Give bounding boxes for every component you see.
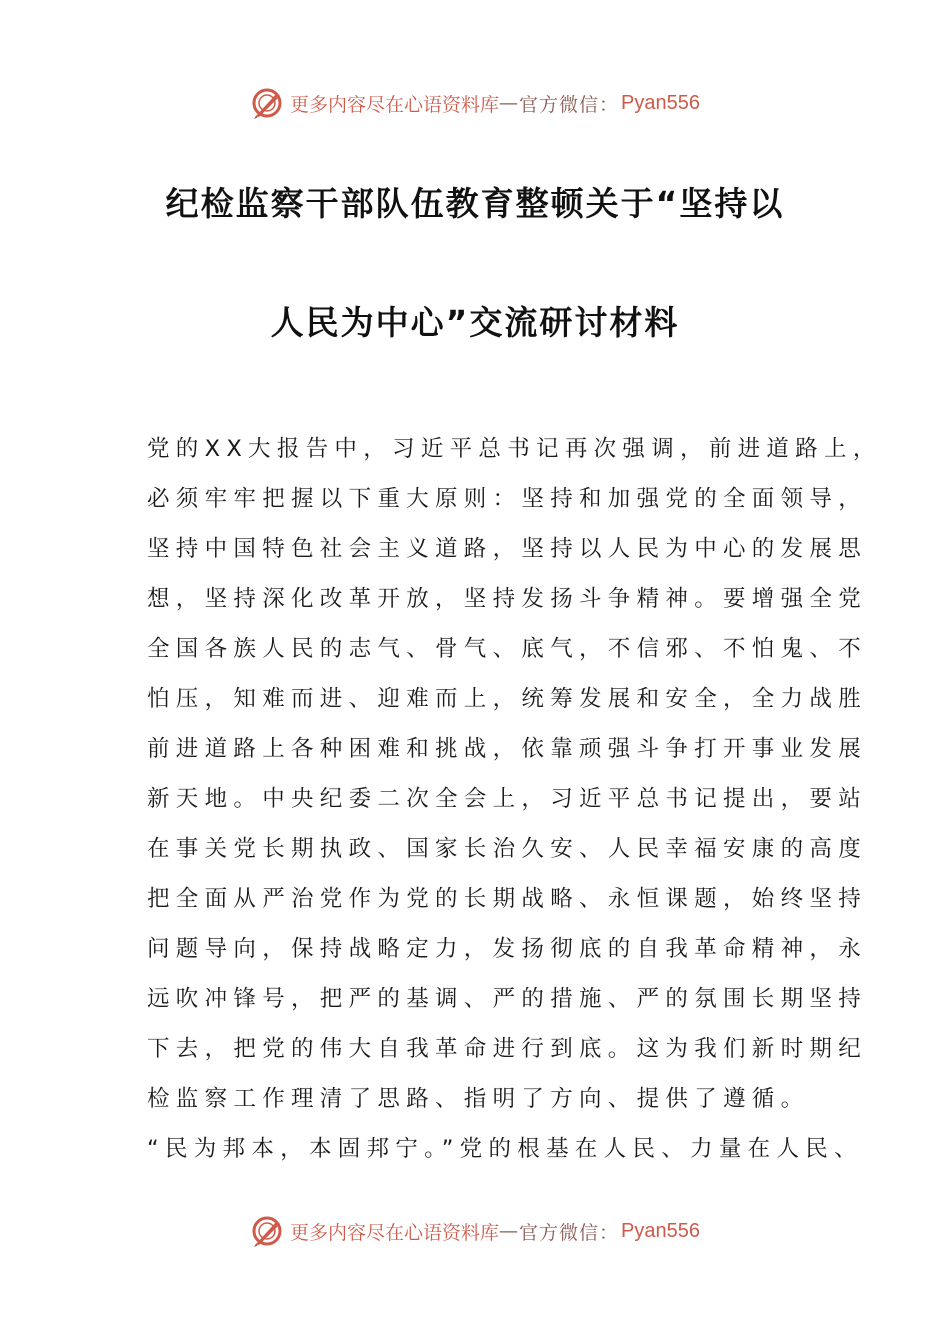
document-title-line-2: 人民为中心”交流研讨材料 — [270, 303, 680, 342]
body-line: 全国各族人民的志气、骨气、底气，不信邪、不怕鬼、不 — [147, 636, 868, 662]
document-body — [147, 424, 882, 1174]
banner-wechat-label: 官方微信： — [519, 93, 620, 116]
body-line: “民为邦本，本固邦宁。”党的根基在人民、力量在人民、 — [147, 1136, 863, 1162]
body-line: 想，坚持深化改革开放，坚持发扬斗争精神。要增强全党 — [147, 586, 868, 612]
body-line: 检监察工作理清了思路、指明了方向、提供了遵循。 — [147, 1086, 810, 1112]
document-title-line-1: 纪检监察干部队伍教育整顿关于“坚持以 — [165, 184, 785, 223]
pen-circle-logo-icon — [250, 86, 284, 120]
body-line: 前进道路上各种困难和挑战，依靠顽强斗争打开事业发展 — [147, 736, 868, 762]
body-line: 必须牢牢把握以下重大原则：坚持和加强党的全面领导， — [147, 486, 868, 512]
banner-wechat-id: Pyan556 — [621, 91, 700, 114]
banner-wechat-label: 官方微信： — [519, 1221, 620, 1244]
banner-wechat-id: Pyan556 — [621, 1219, 700, 1242]
footer-banner — [0, 1211, 950, 1251]
body-line: 把全面从严治党作为党的长期战略、永恒课题，始终坚持 — [147, 886, 868, 912]
body-line: 怕压，知难而进、迎难而上，统筹发展和安全，全力战胜 — [147, 686, 868, 712]
header-banner — [0, 83, 950, 123]
banner-dash: — — [499, 92, 520, 114]
pen-circle-logo-icon — [250, 1214, 284, 1248]
banner-promo-text: 更多内容尽在心语资料库 — [290, 1221, 500, 1244]
body-line: 远吹冲锋号，把严的基调、严的措施、严的氛围长期坚持 — [147, 986, 868, 1012]
body-line: 坚持中国特色社会主义道路，坚持以人民为中心的发展思 — [147, 536, 868, 562]
banner-dash: — — [499, 1220, 520, 1242]
body-line: 新天地。中央纪委二次全会上，习近平总书记提出，要站 — [147, 786, 868, 812]
body-line: 在事关党长期执政、国家长治久安、人民幸福安康的高度 — [147, 836, 868, 862]
body-line: 党的XX大报告中，习近平总书记再次强调，前进道路上， — [147, 436, 882, 462]
body-line: 下去，把党的伟大自我革命进行到底。这为我们新时期纪 — [147, 1036, 868, 1062]
banner-promo-text: 更多内容尽在心语资料库 — [290, 93, 500, 116]
body-line: 问题导向，保持战略定力，发扬彻底的自我革命精神，永 — [147, 936, 868, 962]
